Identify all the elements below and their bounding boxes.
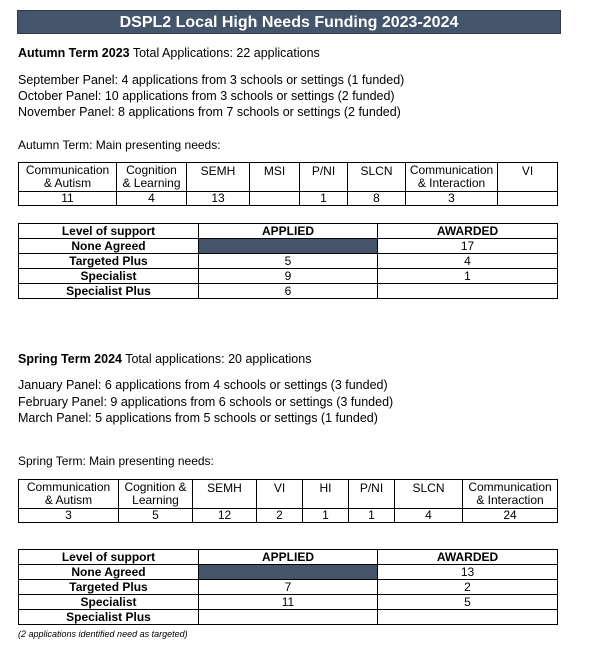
needs-value-cell <box>250 192 300 206</box>
support-level: Targeted Plus <box>19 580 199 595</box>
spring-heading: Spring Term 2024 <box>18 352 122 366</box>
spring-footnote: (2 applications identified need as targeted) <box>18 629 188 639</box>
table-row <box>19 284 558 299</box>
support-header-cell: APPLIED <box>199 224 378 239</box>
support-header-cell: APPLIED <box>199 550 378 565</box>
needs-value-cell: 5 <box>119 509 193 523</box>
support-applied: 9 <box>199 269 378 284</box>
support-awarded: 4 <box>378 254 558 269</box>
support-awarded: 5 <box>378 595 558 610</box>
table-row <box>19 580 558 595</box>
table-row <box>19 239 558 254</box>
support-awarded <box>378 610 558 625</box>
support-level: None Agreed <box>19 239 199 254</box>
support-level: Targeted Plus <box>19 254 199 269</box>
needs-header-cell: Communication & Interaction <box>406 163 498 192</box>
support-level: Specialist Plus <box>19 610 199 625</box>
support-awarded: 1 <box>378 269 558 284</box>
needs-header-cell: SEMH <box>193 480 257 509</box>
spring-panel-2: February Panel: 9 applications from 6 schools or settings (3 funded) <box>18 395 394 409</box>
support-applied: 5 <box>199 254 378 269</box>
table-row <box>19 269 558 284</box>
spring-total: Total applications: 20 applications <box>121 352 312 366</box>
autumn-needs-title: Autumn Term: Main presenting needs: <box>18 138 221 152</box>
needs-header-cell: Communication & Autism <box>19 480 119 509</box>
table-row <box>19 192 558 206</box>
needs-header-cell: P/NI <box>349 480 395 509</box>
support-awarded: 13 <box>378 565 558 580</box>
support-level: Specialist <box>19 269 199 284</box>
autumn-panel-2: October Panel: 10 applications from 3 schools or settings (2 funded) <box>18 89 395 103</box>
page-title: DSPL2 Local High Needs Funding 2023-2024 <box>17 10 561 34</box>
needs-header-cell: P/NI <box>300 163 348 192</box>
spring-support-table <box>18 549 558 625</box>
support-applied-shaded <box>199 239 378 254</box>
table-row <box>19 565 558 580</box>
autumn-panel-1: September Panel: 4 applications from 3 schools or settings (1 funded) <box>18 73 405 87</box>
needs-header-cell: SLCN <box>395 480 463 509</box>
needs-value-cell: 1 <box>300 192 348 206</box>
needs-header-cell: Cognition & Learning <box>119 480 193 509</box>
needs-header-cell: VI <box>257 480 303 509</box>
needs-value-cell: 11 <box>19 192 117 206</box>
table-row <box>19 163 558 192</box>
table-row <box>19 509 558 523</box>
needs-header-cell: VI <box>498 163 558 192</box>
support-header-cell: AWARDED <box>378 224 558 239</box>
spring-panel-3: March Panel: 5 applications from 5 schools or settings (1 funded) <box>18 411 378 425</box>
needs-value-cell: 3 <box>19 509 119 523</box>
table-row <box>19 550 558 565</box>
table-row <box>19 480 558 509</box>
needs-value-cell: 8 <box>348 192 406 206</box>
support-awarded: 17 <box>378 239 558 254</box>
autumn-heading: Autumn Term 2023 <box>18 46 130 60</box>
table-row <box>19 610 558 625</box>
support-applied: 6 <box>199 284 378 299</box>
support-applied <box>199 610 378 625</box>
needs-value-cell: 4 <box>117 192 187 206</box>
autumn-needs-table <box>18 162 558 206</box>
needs-header-cell: Communication & Interaction <box>463 480 558 509</box>
autumn-support-table <box>18 223 558 299</box>
needs-header-cell: Cognition & Learning <box>117 163 187 192</box>
support-header-cell: Level of support <box>19 550 199 565</box>
needs-value-cell: 13 <box>187 192 250 206</box>
spring-needs-table <box>18 479 558 523</box>
needs-value-cell: 3 <box>406 192 498 206</box>
support-level: Specialist <box>19 595 199 610</box>
autumn-total: Total Applications: 22 applications <box>129 46 320 60</box>
support-level: Specialist Plus <box>19 284 199 299</box>
needs-value-cell: 12 <box>193 509 257 523</box>
table-row <box>19 254 558 269</box>
table-row <box>19 224 558 239</box>
support-applied: 11 <box>199 595 378 610</box>
spring-heading-line <box>18 352 311 366</box>
support-applied-shaded <box>199 565 378 580</box>
needs-value-cell: 24 <box>463 509 558 523</box>
support-awarded <box>378 284 558 299</box>
needs-value-cell: 2 <box>257 509 303 523</box>
needs-header-cell: HI <box>303 480 349 509</box>
support-level: None Agreed <box>19 565 199 580</box>
needs-header-cell: Communication & Autism <box>19 163 117 192</box>
support-applied: 7 <box>199 580 378 595</box>
support-header-cell: AWARDED <box>378 550 558 565</box>
needs-value-cell: 1 <box>349 509 395 523</box>
needs-value-cell: 4 <box>395 509 463 523</box>
table-row <box>19 595 558 610</box>
needs-header-cell: SEMH <box>187 163 250 192</box>
needs-header-cell: SLCN <box>348 163 406 192</box>
autumn-heading-line <box>18 46 320 60</box>
needs-value-cell <box>498 192 558 206</box>
needs-header-cell: MSI <box>250 163 300 192</box>
support-header-cell: Level of support <box>19 224 199 239</box>
spring-panel-1: January Panel: 6 applications from 4 schools or settings (3 funded) <box>18 378 388 392</box>
needs-value-cell: 1 <box>303 509 349 523</box>
spring-needs-title: Spring Term: Main presenting needs: <box>18 454 214 468</box>
support-awarded: 2 <box>378 580 558 595</box>
autumn-panel-3: November Panel: 8 applications from 7 schools or settings (2 funded) <box>18 105 401 119</box>
